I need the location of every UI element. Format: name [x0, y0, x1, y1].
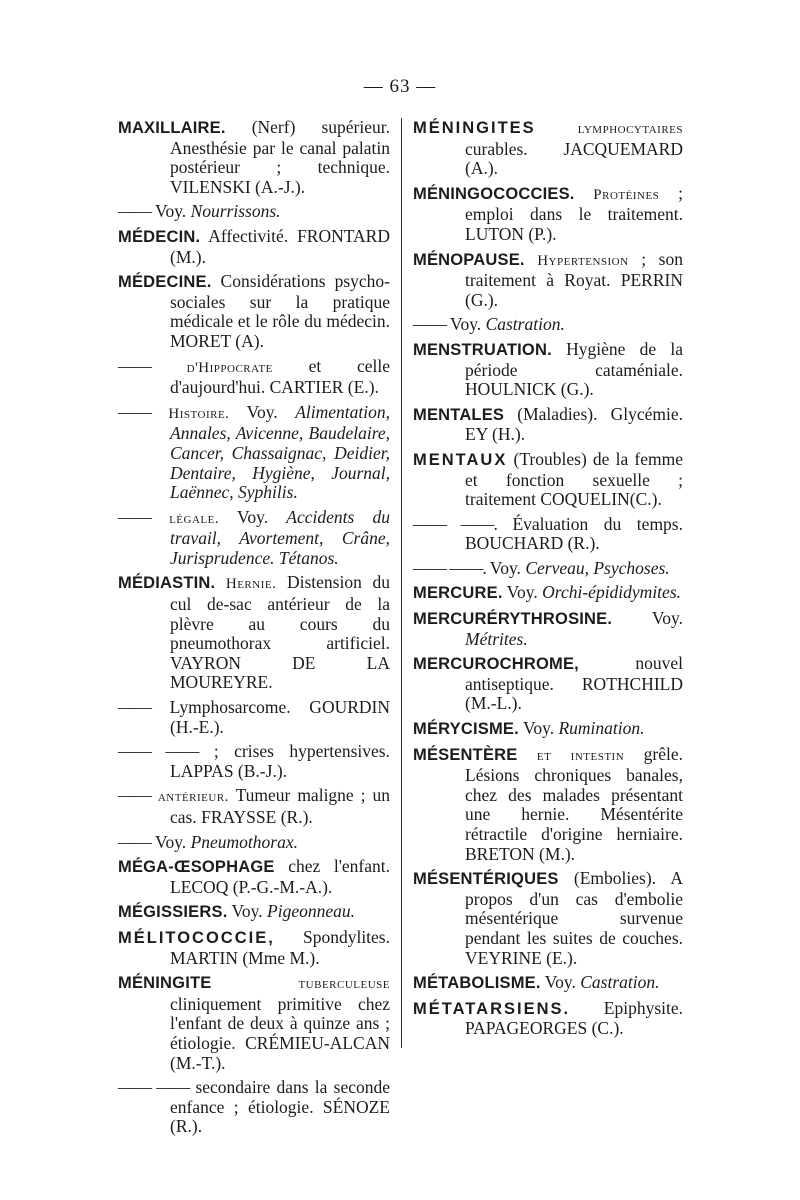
entry-text: Voy. [518, 718, 559, 739]
index-entry [413, 450, 683, 510]
entry-reference: Rumination. [558, 718, 645, 739]
index-entry [413, 719, 683, 740]
entry-dash: —— [118, 506, 151, 527]
entry-text: Affectivité. FRONTARD (M.). [170, 225, 390, 267]
entry-subheading: d'Hippocrate [151, 359, 273, 376]
entry-text: Voy. [612, 608, 683, 629]
entry-heading: MÉTABOLISME. [413, 974, 541, 993]
index-entry [413, 999, 683, 1039]
entry-dash: —— [118, 785, 151, 806]
entry-text: ; emploi dans le traitement. LUTON (P.). [465, 182, 683, 244]
index-entry [118, 1078, 390, 1137]
entry-text: Voy. [446, 314, 486, 335]
entry-dash: —— [413, 314, 446, 335]
index-entry [413, 118, 683, 179]
entry-heading: MÉRYCISME. [413, 720, 519, 739]
index-entry [118, 928, 390, 968]
entry-text: Voy. [151, 831, 191, 852]
index-entry [413, 315, 683, 335]
entry-text: Lymphosarcome. GOURDIN (H.-E.). [151, 697, 390, 737]
entry-text: Voy. [485, 557, 526, 578]
index-entry [413, 559, 683, 579]
entry-heading: MÉLITOCOCCIE, [118, 928, 275, 947]
entry-dash: —— —— [118, 1077, 190, 1098]
entry-heading: MENSTRUATION. [413, 340, 552, 359]
entry-reference: Pigeonneau. [267, 901, 356, 922]
entry-dash: —— ——. [413, 513, 497, 534]
entry-heading: MERCURE. [413, 584, 503, 603]
index-entry [413, 609, 683, 649]
entry-reference: Castration. [580, 972, 660, 993]
entry-text: Considérations psycho-sociales sur la pratique médicale et le rôle du médecin. MORET (A). [170, 271, 390, 351]
entry-text: (Nerf) supérieur. Anesthésie par le canal palatin postérieur ; technique. VILENSKI (A.-J.). [170, 117, 390, 197]
index-entry [413, 250, 683, 311]
entry-text: Voy. [151, 201, 191, 222]
entry-reference: Nourrissons. [190, 201, 281, 222]
entry-dash: —— [118, 831, 151, 852]
index-entry [118, 272, 390, 351]
entry-heading: MÉDECINE. [118, 273, 212, 292]
index-entry [118, 357, 390, 398]
entry-text: Voy. [219, 506, 287, 527]
entry-text: Hygiène de la période cataméniale. HOULNICK (G.). [465, 338, 683, 400]
entry-heading: MÉGISSIERS. [118, 903, 228, 922]
index-entry [118, 202, 390, 222]
index-entry [413, 973, 683, 994]
index-entry [413, 184, 683, 245]
entry-heading: MÉNOPAUSE. [413, 250, 525, 269]
entry-subheading: Hernie. [215, 576, 277, 593]
entry-dash: —— ——. [413, 557, 486, 578]
index-entry [118, 573, 390, 693]
entry-text: (Maladies). Glycémie. EY (H.). [465, 403, 683, 445]
entry-heading: MÉNINGITE [118, 974, 212, 993]
index-entry [118, 973, 390, 1073]
entry-subheading: antérieur. [151, 789, 229, 806]
entry-heading: MERCURÉRYTHROSINE. [413, 610, 613, 629]
entry-subheading: Hypertension [524, 252, 629, 269]
entry-text: curables. JACQUEMARD (A.). [465, 138, 683, 179]
page-number: — 63 — [363, 76, 437, 97]
index-entry [118, 508, 390, 569]
entry-heading: MÉNINGOCOCCIES. [413, 184, 575, 203]
entry-text: (Troubles) de la femme et fonction sexuelle ; traitement COQUELIN(C.). [465, 448, 683, 510]
entry-heading: MÉTATARSIENS. [413, 999, 571, 1018]
entry-text: Spondylites. MARTIN (Mme M.). [170, 926, 390, 968]
entry-text: chez l'enfant. LECOQ (P.-G.-M.-A.). [170, 856, 390, 897]
entry-text: (Embolies). A propos d'un cas d'embolie mésentérique survenue pendant les suites de couches. VEYRINE (E.). [465, 868, 683, 968]
index-entry [118, 403, 390, 503]
index-entry [118, 833, 390, 853]
entry-text: nouvel antiseptique. ROTHCHILD (M.-L.). [465, 653, 683, 714]
entry-reference: Orchi-épididymites. [542, 582, 682, 603]
entry-heading: MÉSENTÈRE [413, 745, 518, 764]
entry-heading: MÉDECIN. [118, 227, 201, 246]
entry-heading: MAXILLAIRE. [118, 119, 226, 137]
index-entry [413, 583, 683, 604]
left-column [118, 118, 390, 1142]
index-entry [118, 118, 390, 197]
entry-text: ; crises hypertensives. LAPPAS (B.-J.). [170, 741, 390, 781]
entry-dash: —— [118, 201, 151, 222]
index-entry [413, 869, 683, 968]
index-entry [118, 857, 390, 897]
index-entry [118, 786, 390, 827]
entry-text: Voy. [229, 401, 296, 422]
index-entry [413, 515, 683, 554]
entry-text: cliniquement primitive chez l'enfant de deux à quinze ans ; étiologie. CRÉMIEU-ALCAN (M.-T.). [170, 993, 390, 1073]
entry-dash: —— [118, 697, 151, 718]
index-entry [413, 340, 683, 400]
entry-heading: MÉNINGITES [413, 119, 536, 137]
entry-text: et celle d'aujourd'hui. CARTIER (E.). [170, 355, 390, 398]
entry-text: Voy. [502, 582, 543, 603]
entry-text: Voy. [540, 972, 581, 993]
entry-text: secondaire dans la seconde enfance ; étiologie. SÉNOZE (R.). [170, 1077, 391, 1137]
entry-dash: —— [118, 355, 151, 376]
entry-reference: Métrites. [465, 628, 528, 649]
column-divider [401, 118, 402, 1048]
entry-text: Distension du cul de-sac antérieur de la plèvre au cours du pneumothorax artificiel. VAYRON DE LA MOUREYRE. [170, 572, 390, 693]
entry-heading: MÉGA-ŒSOPHAGE [118, 858, 275, 877]
entry-reference: Pneumothorax. [190, 831, 298, 852]
entry-heading: MÉDIASTIN. [118, 574, 216, 593]
entry-reference: Cerveau, Psychoses. [525, 557, 670, 578]
entry-subheading: Histoire. [151, 405, 230, 422]
right-column [413, 118, 683, 1044]
entry-text: ; son traitement à Royat. PERRIN (G.). [465, 248, 683, 310]
entry-subheading: lymphocytaires [535, 121, 683, 137]
index-entry [118, 227, 390, 267]
entry-heading: MÉSENTÉRIQUES [413, 870, 559, 889]
index-entry [413, 405, 683, 445]
entry-text: Évaluation du temps. BOUCHARD (R.). [465, 513, 683, 554]
entry-subheading: légale. [151, 510, 220, 527]
entry-subheading: et intestin [517, 747, 625, 764]
index-entry [118, 698, 390, 737]
entry-dash: —— [118, 401, 151, 422]
index-entry [118, 742, 390, 781]
entry-subheading: Protéines [574, 186, 660, 203]
entry-subheading: tuberculeuse [211, 976, 390, 993]
entry-heading: MENTALES [413, 405, 505, 424]
index-entry [413, 745, 683, 865]
entry-text: Tumeur maligne ; un cas. FRAYSSE (R.). [170, 785, 390, 827]
entry-heading: MERCUROCHROME, [413, 655, 579, 674]
entry-dash: —— —— [118, 741, 199, 762]
entry-text: Voy. [227, 901, 268, 922]
entry-text: grêle. Lésions chroniques banales, chez des malades présentant une hernie. Mésentérite rétractile d'origine herniaire. BRETON (M.). [465, 743, 683, 864]
entry-reference: Castration. [485, 314, 565, 335]
index-entry [118, 902, 390, 923]
entry-reference: Accidents du travail, Avortement, Crâne, Jurisprudence. Tétanos. [170, 506, 390, 568]
index-entry [413, 654, 683, 714]
entry-text: Epiphysite. PAPAGEORGES (C.). [465, 997, 683, 1039]
entry-heading: MENTAUX [413, 450, 508, 469]
entry-reference: Alimentation, Annales, Avicenne, Baudelaire, Cancer, Chassaignac, Deidier, Dentaire, Hygiène, Journal, Laënnec, Syphilis. [170, 401, 390, 503]
